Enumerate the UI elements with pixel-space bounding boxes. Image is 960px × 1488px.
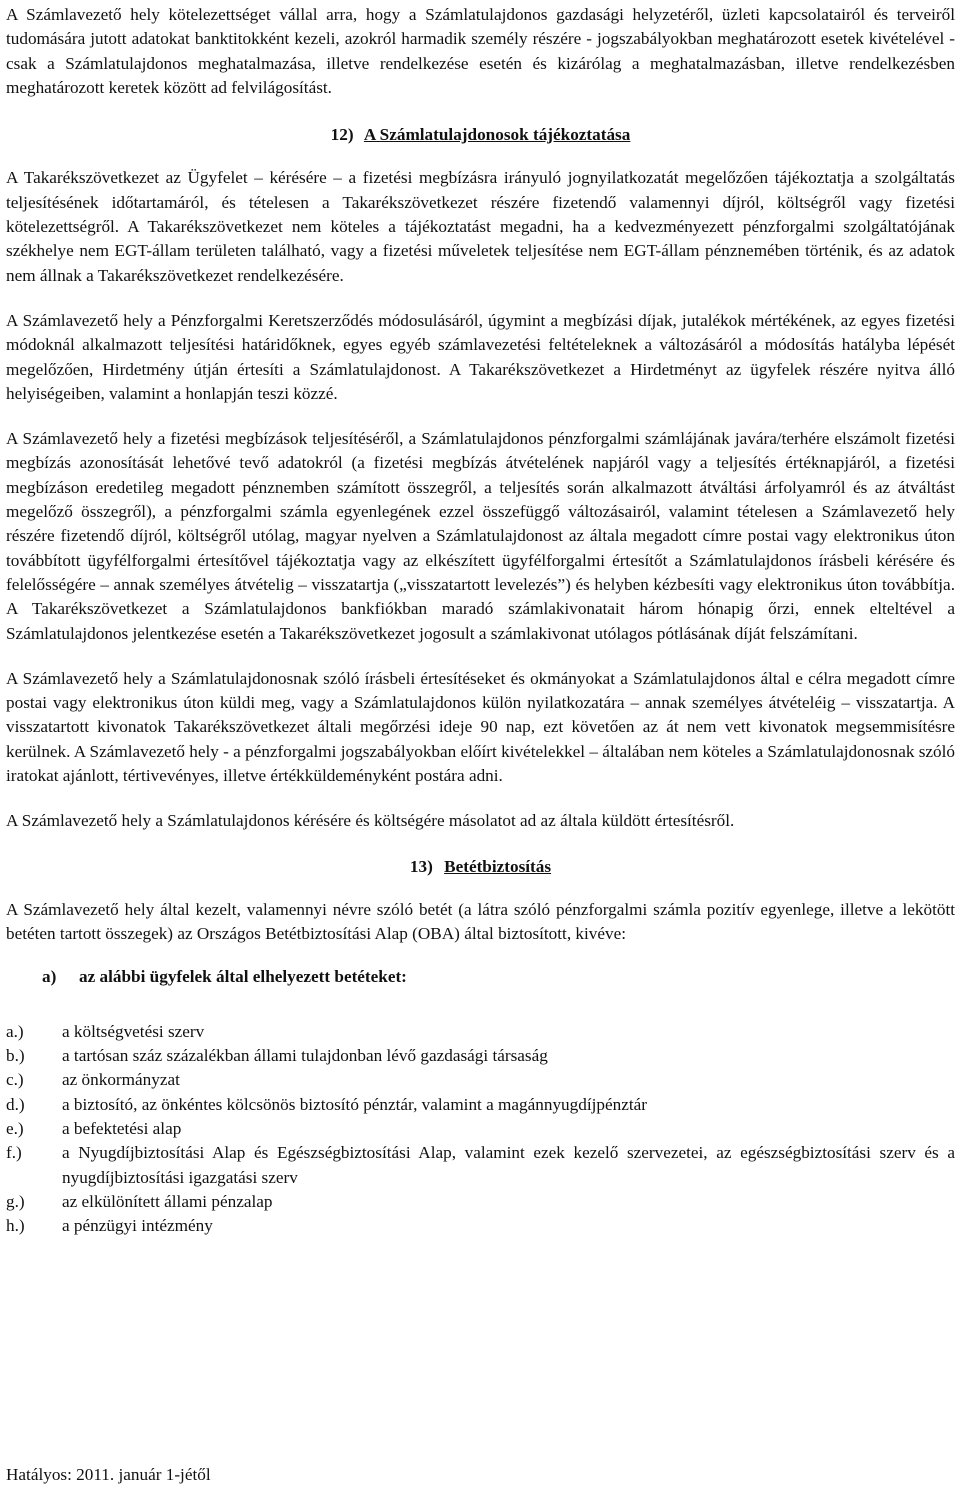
intro-paragraph: A Számlavezető hely kötelezettséget vállal arra, hogy a Számlatulajdonos gazdasági helyzetéről, üzleti kapcsolatairól és terveiről tudomására jutott adatokat banktitokként kezeli, azokról harmadik személy részére - jogszabályokban meghatározott esetek kivételével - csak a Számlatulajdonos meghatalmazása, illetve rendelkezése esetén és kizárólag a meghatalmazásban, illetve rendelkezésben meghatározott keretek között ad felvilágosítást. bbox=[6, 5, 955, 97]
list-item-label: d.) bbox=[6, 1094, 25, 1114]
section-13-title: Betétbiztosítás bbox=[444, 856, 552, 876]
section-13-subheading bbox=[42, 965, 955, 989]
list-item bbox=[6, 1044, 955, 1068]
excluded-depositors-list bbox=[6, 1020, 955, 1239]
list-item-text: a befektetési alap bbox=[62, 1118, 182, 1138]
list-item bbox=[6, 1190, 955, 1214]
list-item-text: a Nyugdíjbiztosítási Alap és Egészségbiztosítási Alap, valamint ezek kezelő szervezetei, az egészségbiztosítási szerv és a nyugdíjbiztosítási igazgatási szerv bbox=[62, 1143, 955, 1187]
list-item bbox=[6, 1141, 955, 1190]
list-item bbox=[6, 1020, 955, 1044]
list-item bbox=[6, 1068, 955, 1092]
section-12-paragraph: A Számlavezető hely a Pénzforgalmi Keretszerződés módosulásáról, úgymint a megbízási díjak, jutalékok mértékének, az egyes fizetési módoknál alkalmazott teljesítési határidőknek, egyes egyéb számlavezetési feltételeknek a változásáról a módosítás hatályba lépését megelőzően, Hirdetmény útján értesíti a Számlatulajdonost. A Takarékszövetkezet a Hirdetményt az ügyfelek részére nyitva álló helyiségeiben, valamint a honlapján teszi közzé. bbox=[6, 310, 955, 403]
list-item-label: f.) bbox=[6, 1143, 22, 1163]
section-13-heading bbox=[6, 855, 955, 879]
section-12-number: 12) bbox=[330, 125, 354, 145]
effective-date-footer: Hatályos: 2011. január 1-jétől bbox=[6, 1465, 211, 1484]
section-12-paragraph: A Takarékszövetkezet az Ügyfelet – kérésére – a fizetési megbízásra irányuló jognyilatkozatát megelőzően tájékoztatja a szolgáltatás teljesítésének időtartamáról, és tételesen a Takarékszövetkezet részére fizetendő valamennyi díjról, költségről vagy fizetési kötelezettségről. A Takarékszövetkezet nem köteles a tájékoztatást megadni, ha a kedvezményezett pénzforgalmi szolgáltatójának székhelye nem EGT-állam területen található, vagy a fizetési műveletek teljesítése nem EGT-állam pénznemében történik, és az adatok nem állnak a Takarékszövetkezet rendelkezésére. bbox=[6, 168, 955, 285]
list-item-text: az elkülönített állami pénzalap bbox=[62, 1191, 273, 1211]
subheading-text: az alábbi ügyfelek által elhelyezett betéteket: bbox=[79, 966, 407, 986]
section-13-number: 13) bbox=[409, 856, 433, 876]
list-item-text: a tartósan száz százalékban állami tulajdonban lévő gazdasági társaság bbox=[62, 1046, 548, 1066]
list-item-text: a költségvetési szerv bbox=[62, 1021, 205, 1041]
list-item-label: e.) bbox=[6, 1118, 24, 1138]
list-item-text: a pénzügyi intézmény bbox=[62, 1216, 213, 1236]
section-12-paragraph: A Számlavezető hely a fizetési megbízások teljesítéséről, a Számlatulajdonos pénzforgalmi számlájának javára/terhére elszámolt fizetési megbízás azonosítását lehetővé tevő adatokról (a fizetési megbízás átvételének napjáról vagy a teljesítés értéknapjáról, a fizetési megbízáson eredetileg megadott pénznemben számított összegről, a teljesítés során alkalmazott átváltási árfolyamról és az átváltást megelőző összegről), a pénzforgalmi számla egyenlegének ezzel összefüggő változásairól, valamint tételesen a Számlavezető hely részére fizetendő díjról, költségről utólag, magyar nyelven a Számlatulajdonost az általa megadott címre postai vagy elektronikus úton továbbított ügyfélforgalmi értesítővel tájékoztatja vagy az elkészített ügyfélforgalmi értesítőt a Számlatulajdonos írásbeli kérésére és felelősségére – annak személyes átvételig – visszatartja („visszatartott levelezés”) és helyben kézbesíti vagy elektronikus úton továbbítja. A Takarékszövetkezet a Számlatulajdonos bankfiókban maradó számlakivonatait három hónapig őrzi, ennek elteltével a Számlatulajdonos jelentkezése esetén a Takarékszövetkezet jogosult a számlakivonat utólagos pótlásának díját felszámítani. bbox=[6, 429, 955, 643]
section-12-heading bbox=[6, 123, 955, 147]
list-item-label: a.) bbox=[6, 1021, 24, 1041]
list-item-label: b.) bbox=[6, 1046, 25, 1066]
section-13-paragraph: A Számlavezető hely által kezelt, valamennyi névre szóló betét (a látra szóló pénzforgalmi számla pozitív egyenlege, illetve a lekötött betéten tartott összegek) az Országos Betétbiztosítási Alap (OBA) által biztosított, kivéve: bbox=[6, 899, 955, 944]
list-item-text: az önkormányzat bbox=[62, 1070, 180, 1090]
list-item-label: c.) bbox=[6, 1070, 24, 1090]
section-12-paragraph: A Számlavezető hely a Számlatulajdonosnak szóló írásbeli értesítéseket és okmányokat a Számlatulajdonos által e célra megadott címre postai vagy elektronikus úton küldi meg, vagy a Számlatulajdonos külön nyilatkozatára – annak személyes átvételéig – visszatartja. A visszatartott kivonatok Takarékszövetkezet általi megőrzési ideje 90 nap, ezt követően az át nem vett kivonatok megsemmisítésre kerülnek. A Számlavezető hely - a pénzforgalmi jogszabályokban előírt kivételekkel – általában nem köteles a Számlatulajdonosnak szóló iratokat ajánlott, tértivevényes, illetve értékküldeményként postára adni. bbox=[6, 668, 955, 786]
list-item bbox=[6, 1093, 955, 1117]
document-page bbox=[6, 3, 955, 1238]
subheading-label: a) bbox=[42, 966, 57, 986]
list-item bbox=[6, 1117, 955, 1141]
list-item-label: h.) bbox=[6, 1216, 25, 1236]
list-item bbox=[6, 1214, 955, 1238]
section-12-paragraph: A Számlavezető hely a Számlatulajdonos kérésére és költségére másolatot ad az általa küldött értesítésről. bbox=[6, 811, 735, 831]
list-item-text: a biztosító, az önkéntes kölcsönös biztosító pénztár, valamint a magánnyugdíjpénztár bbox=[62, 1094, 647, 1114]
section-12-title: A Számlatulajdonosok tájékoztatása bbox=[363, 125, 631, 145]
list-item-label: g.) bbox=[6, 1191, 25, 1211]
